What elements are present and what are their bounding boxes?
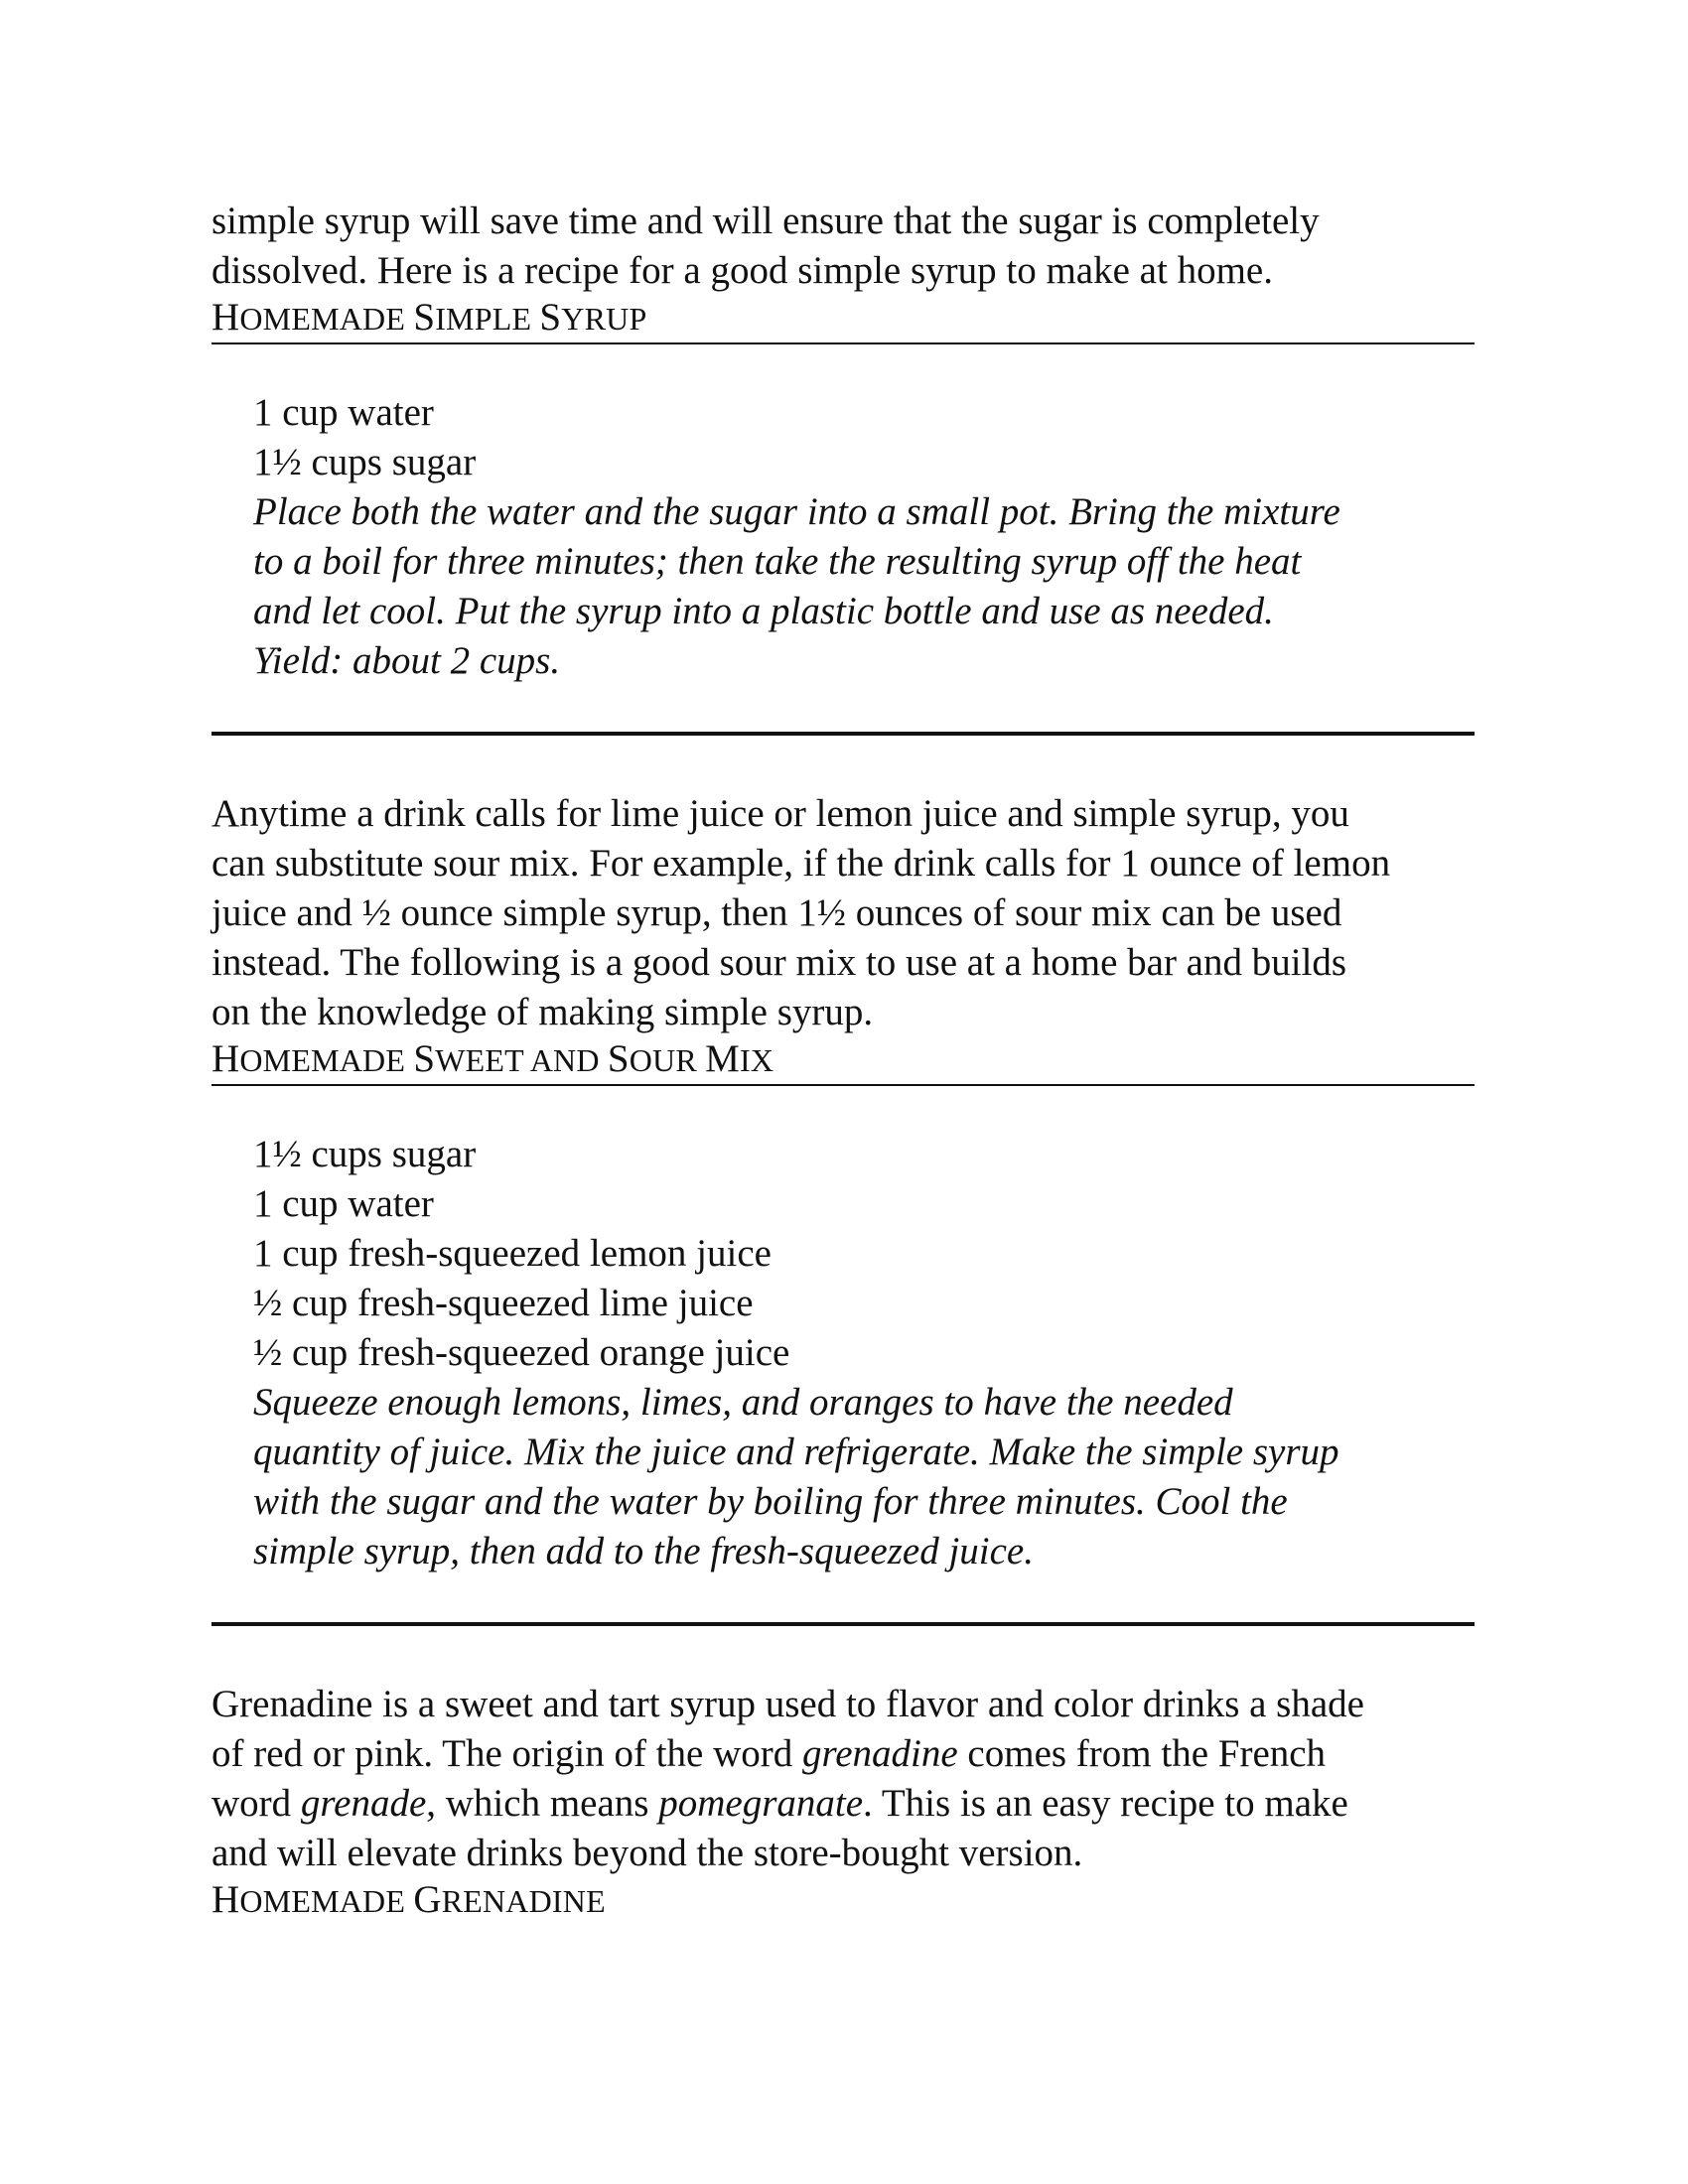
intro-line-2: dissolved. Here is a recipe for a good simple syrup to make at home. — [211, 249, 1273, 292]
title-cap: G — [413, 1878, 442, 1921]
italic-term: grenadine — [801, 1732, 958, 1775]
title-rest: OUR — [629, 1042, 706, 1078]
sour-intro-line: on the knowledge of making simple syrup. — [211, 991, 874, 1033]
grenadine-line-3 — [211, 1779, 1475, 1829]
text-run: word — [211, 1782, 301, 1825]
ingredient: 1 cup fresh-squeezed lemon juice — [253, 1232, 772, 1275]
title-underline — [211, 1084, 1475, 1086]
title-cap: H — [211, 1037, 240, 1080]
grenadine-title — [211, 1880, 1475, 1925]
title-rest: OMEMADE — [239, 1883, 414, 1919]
sour-intro-line: instead. The following is a good sour mix to use at a home bar and builds — [211, 941, 1347, 984]
text-run: comes from the French — [957, 1732, 1327, 1775]
section-divider — [211, 1622, 1475, 1626]
section-divider — [211, 732, 1475, 736]
title-cap: S — [539, 296, 562, 339]
ingredient: ½ cup fresh-squeezed orange juice — [253, 1331, 790, 1374]
sour-mix-body — [211, 1130, 1475, 1576]
ingredient: 1½ cups sugar — [253, 441, 477, 483]
title-cap: M — [705, 1037, 740, 1080]
title-rest: IMPLE — [435, 301, 540, 337]
title-rest: RENADINE — [441, 1883, 606, 1919]
italic-term: grenade — [300, 1782, 427, 1825]
title-rest: YRUP — [561, 301, 647, 337]
instruction-line: Place both the water and the sugar into a small pot. Bring the mixture — [253, 490, 1340, 533]
title-rest: WEET AND — [435, 1042, 608, 1078]
instruction-line: to a boil for three minutes; then take the resulting syrup off the heat — [253, 540, 1302, 583]
instruction-line: with the sugar and the water by boiling for three minutes. Cool the — [253, 1480, 1288, 1523]
grenadine-line-4: and will elevate drinks beyond the store-bought version. — [211, 1832, 1083, 1874]
document-page — [211, 197, 1475, 1925]
italic-term: pomegranate — [658, 1782, 864, 1825]
title-cap: S — [413, 1037, 436, 1080]
title-cap: H — [211, 296, 240, 339]
text-run: . This is an easy recipe to make — [863, 1782, 1348, 1825]
title-rest: OMEMADE — [239, 1042, 414, 1078]
ingredient: 1½ cups sugar — [253, 1133, 477, 1175]
sour-intro-line: Anytime a drink calls for lime juice or lemon juice and simple syrup, you — [211, 792, 1349, 835]
ingredient: 1 cup water — [253, 391, 434, 434]
text-run: , which means — [426, 1782, 659, 1825]
intro-paragraph — [211, 197, 1475, 296]
grenadine-line-1: Grenadine is a sweet and tart syrup used to flavor and color drinks a shade — [211, 1683, 1364, 1725]
instruction-line: simple syrup, then add to the fresh-squeezed juice. — [253, 1530, 1034, 1572]
sour-mix-instructions — [253, 1378, 1475, 1576]
ingredient: ½ cup fresh-squeezed lime juice — [253, 1282, 754, 1324]
title-rest: IX — [740, 1042, 774, 1078]
title-rest: OMEMADE — [239, 301, 414, 337]
sour-mix-title — [211, 1039, 1475, 1084]
simple-syrup-body — [211, 388, 1475, 686]
title-cap: S — [413, 296, 436, 339]
text-run: of red or pink. The origin of the word — [211, 1732, 802, 1775]
instruction-line: Squeeze enough lemons, limes, and oranges to have the needed — [253, 1381, 1233, 1424]
grenadine-line-2 — [211, 1729, 1475, 1779]
ingredient: 1 cup water — [253, 1182, 434, 1225]
grenadine-intro-paragraph — [211, 1680, 1475, 1878]
sour-intro-line: can substitute sour mix. For example, if the drink calls for 1 ounce of lemon — [211, 842, 1391, 885]
instruction-line: and let cool. Put the syrup into a plastic bottle and use as needed. — [253, 590, 1274, 632]
intro-line-1: simple syrup will save time and will ensure that the sugar is completely — [211, 200, 1320, 242]
instruction-line: quantity of juice. Mix the juice and refrigerate. Make the simple syrup — [253, 1431, 1339, 1473]
sour-intro-paragraph — [211, 789, 1475, 1037]
simple-syrup-instructions — [253, 487, 1475, 686]
simple-syrup-title — [211, 298, 1475, 342]
title-cap: H — [211, 1878, 240, 1921]
instruction-line: Yield: about 2 cups. — [253, 639, 561, 682]
sour-intro-line: juice and ½ ounce simple syrup, then 1½ ounces of sour mix can be used — [211, 891, 1342, 934]
title-underline — [211, 342, 1475, 344]
title-cap: S — [607, 1037, 630, 1080]
